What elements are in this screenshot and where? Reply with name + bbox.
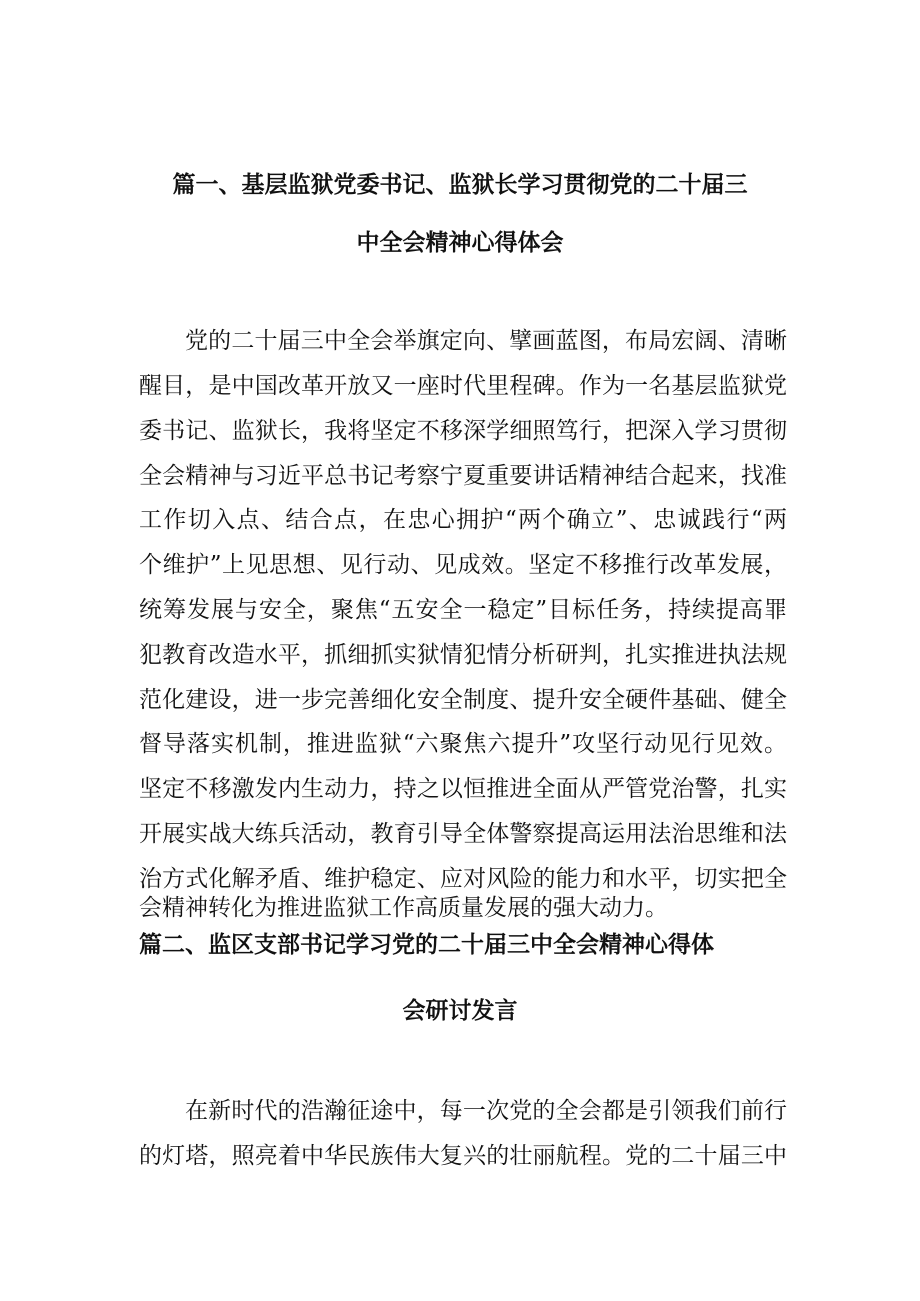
section1-paragraph-line: 治方式化解矛盾、维护稳定、应对风险的能力和水平，切实把全 <box>139 866 787 892</box>
section1-paragraph-line: 全会精神与习近平总书记考察宁夏重要讲话精神结合起来，找准 <box>139 463 787 489</box>
section1-paragraph-line: 统筹发展与安全，聚焦“五安全一稳定”目标任务，持续提高罪 <box>139 597 787 623</box>
section1-title-line2: 中全会精神心得体会 <box>356 230 564 256</box>
section1-paragraph-line: 范化建设，进一步完善细化安全制度、提升安全硬件基础、健全 <box>139 687 787 713</box>
section1-paragraph-line: 个维护”上见思想、见行动、见成效。坚定不移推行改革发展， <box>139 552 787 578</box>
section1-paragraph-line: 犯教育改造水平，抓细抓实狱情犯情分析研判，扎实推进执法规 <box>139 642 787 668</box>
section1-paragraph-line: 坚定不移激发内生动力，持之以恒推进全面从严管党治警，扎实 <box>139 776 787 802</box>
section1-paragraph-line: 醒目，是中国改革开放又一座时代里程碑。作为一名基层监狱党 <box>139 373 787 399</box>
section1-paragraph-line: 会精神转化为推进监狱工作高质量发展的强大动力。 <box>139 895 668 921</box>
section1-paragraph-line: 党的二十届三中全会举旗定向、擘画蓝图，布局宏阔、清晰 <box>185 328 787 354</box>
section2-title-line1: 篇二、监区支部书记学习党的二十届三中全会精神心得体 <box>139 932 714 958</box>
section2-title-line2: 会研讨发言 <box>402 998 518 1024</box>
section1-paragraph-line: 委书记、监狱长，我将坚定不移深学细照笃行，把深入学习贯彻 <box>139 418 787 444</box>
section1-paragraph-line: 工作切入点、结合点，在忠心拥护“两个确立”、忠诚践行“两 <box>139 507 787 533</box>
section1-paragraph-line: 督导落实机制，推进监狱“六聚焦六提升”攻坚行动见行见效。 <box>139 731 787 757</box>
section1-paragraph-line: 开展实战大练兵活动，教育引导全体警察提高运用法治思维和法 <box>139 821 787 847</box>
section2-paragraph-line: 在新时代的浩瀚征途中，每一次党的全会都是引领我们前行 <box>185 1098 787 1124</box>
section2-paragraph-line: 的灯塔，照亮着中华民族伟大复兴的壮丽航程。党的二十届三中 <box>139 1143 787 1169</box>
section1-title-line1: 篇一、基层监狱党委书记、监狱长学习贯彻党的二十届三 <box>172 172 748 198</box>
